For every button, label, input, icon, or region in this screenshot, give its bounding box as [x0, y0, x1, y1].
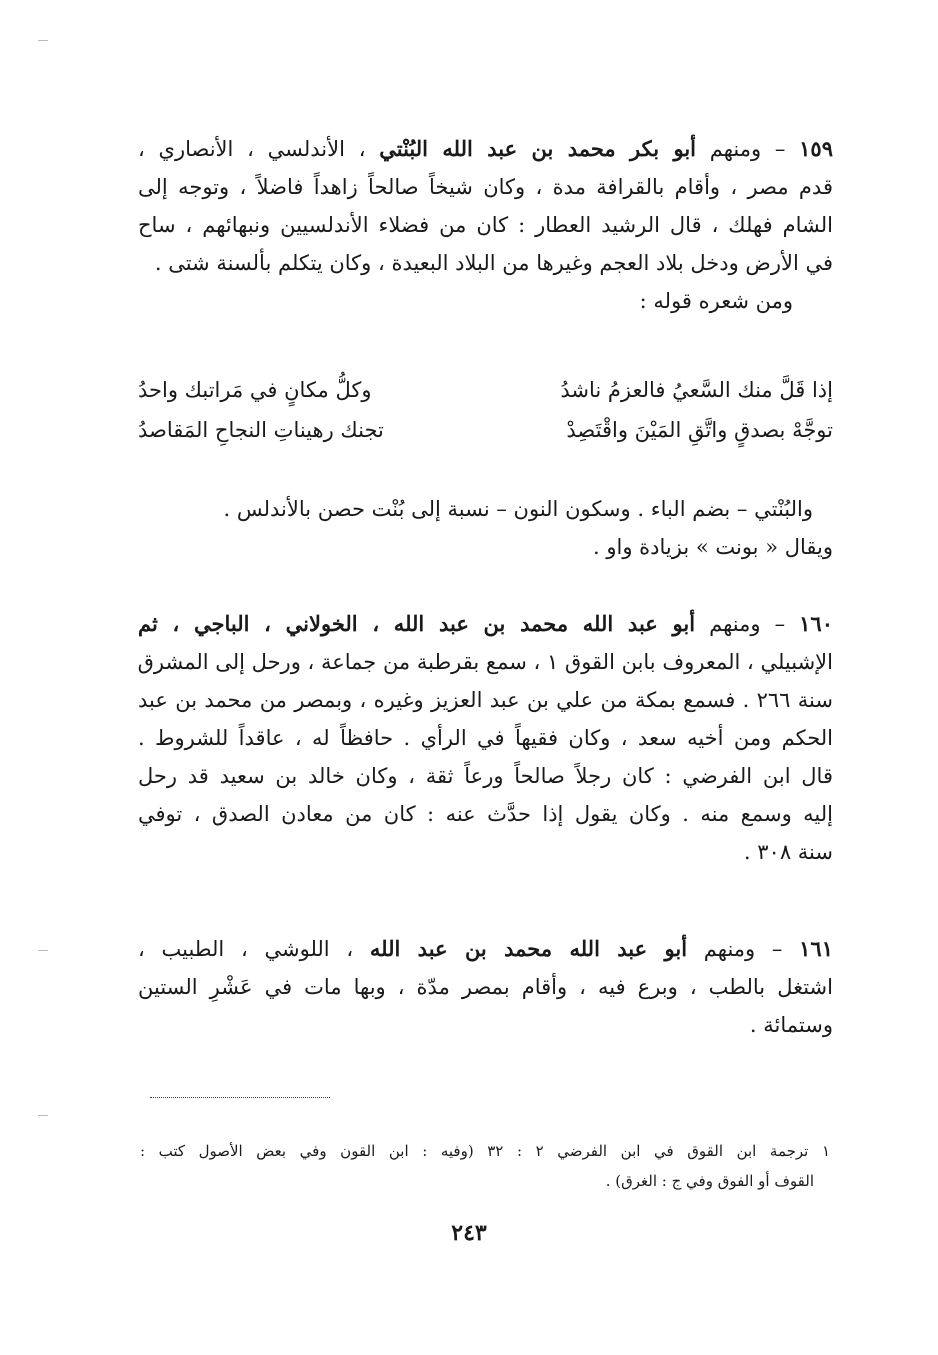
entry-name: أبو عبد الله محمد بن عبد الله ، الخولاني ، الباجي ، ثم	[138, 611, 696, 636]
poem	[138, 370, 833, 450]
footnote-line: ١ ترجمة ابن القوق في ابن الفرضي ٢ : ٣٢ (وفيه : ابن القون وفي بعض الأصول كتب :	[140, 1142, 830, 1160]
text-line: سنة ٢٦٦ . فسمع بمكة من علي بن عبد العزيز وغيره ، وبمصر من محمد بن عبد	[138, 688, 833, 712]
entry-name: أبو عبد الله محمد بن عبد الله	[369, 936, 688, 961]
entry-heading-line	[138, 605, 833, 643]
footnote	[140, 1136, 830, 1196]
text-line: وستمائة .	[749, 1013, 833, 1037]
footnote-line: القوف أو الفوق وفي ج : الغرق) .	[605, 1172, 814, 1190]
entry-number: ١٦٠	[799, 611, 833, 636]
entry-heading-line	[138, 930, 833, 968]
verse-second-hemistich: وكلُّ مكانٍ في مَراتبك واحدُ	[138, 378, 372, 402]
text-line: الشام فهلك ، قال الرشيد العطار : كان من فضلاء الأندلسيين ونبهائهم ، ساح	[138, 213, 833, 237]
verse-row	[138, 410, 833, 450]
text-line: ويقال « بونت » بزيادة واو .	[593, 535, 833, 559]
text-line: سنة ٣٠٨ .	[743, 840, 833, 864]
margin-mark	[38, 40, 48, 41]
text-line: إليه وسمع منه . وكان يقول إذا حدَّث عنه : كان من معادن الصدق ، توفي	[138, 802, 833, 826]
margin-mark	[38, 1115, 48, 1116]
text-line: قال ابن الفرضي : كان رجلاً صالحاً ورعاً ثقة ، وكان خالد بن سعيد قد رحل	[138, 764, 833, 788]
entry-name: أبو بكر محمد بن عبد الله البُنْتي	[379, 136, 697, 161]
verse-first-hemistich: إذا قَلَّ منك السَّعيُ فالعزمُ ناشدُ	[560, 378, 833, 402]
text-line: والبُنْتي – بضم الباء . وسكون النون – نسبة إلى بُنْت حصن بالأندلس .	[223, 497, 813, 521]
text-line: اشتغل بالطب ، وبرع فيه ، وأقام بمصر مدّة ، وبها مات في عَشْرِ الستين	[138, 975, 833, 999]
verse-first-hemistich: توجَّهْ بصدقٍ واتَّقِ المَيْنَ واقْتَصِدْ	[566, 418, 833, 442]
entry-heading-rest: ، الأندلسي ، الأنصاري ،	[138, 137, 380, 161]
entry-heading-rest: ، اللوشي ، الطبيب ،	[138, 937, 370, 961]
entry-dash: – ومنهم	[687, 937, 800, 961]
page-number: ٢٤٣	[451, 1220, 487, 1246]
entry-160	[138, 605, 833, 871]
poem-intro: ومن شعره قوله :	[639, 289, 793, 313]
entry-159-note	[138, 490, 833, 566]
text-line: الإشبيلي ، المعروف بابن القوق ١ ، سمع بقرطبة من جماعة ، ورحل إلى المشرق	[138, 650, 833, 674]
entry-number: ١٦١	[799, 936, 833, 961]
footnote-separator	[150, 1097, 330, 1098]
text-line: في الأرض ودخل بلاد العجم وغيرها من البلاد البعيدة ، وكان يتكلم بألسنة شتى .	[154, 251, 833, 275]
entry-number: ١٥٩	[799, 136, 833, 161]
verse-second-hemistich: تجنك رهيناتِ النجاحِ المَقاصدُ	[138, 418, 384, 442]
margin-mark	[38, 950, 48, 951]
entry-159	[138, 130, 833, 320]
text-line: الحكم ومن أخيه سعد ، وكان فقيهاً في الرأي . حافظاً له ، عاقداً للشروط .	[138, 726, 833, 750]
entry-dash: – ومنهم	[695, 612, 800, 636]
entry-dash: – ومنهم	[696, 137, 800, 161]
verse-row	[138, 370, 833, 410]
text-line: قدم مصر ، وأقام بالقرافة مدة ، وكان شيخاً صالحاً زاهداً فاضلاً ، وتوجه إلى	[138, 175, 833, 199]
entry-heading-line	[138, 130, 833, 168]
entry-161	[138, 930, 833, 1044]
